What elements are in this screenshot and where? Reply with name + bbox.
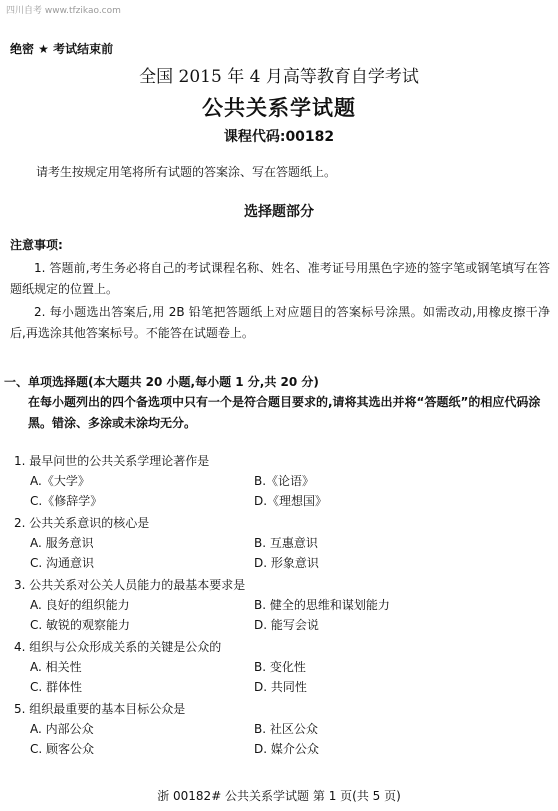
question-stem: 4. 组织与公众形成关系的关键是公众的	[14, 640, 222, 654]
question-stem: 3. 公共关系对公关人员能力的最基本要求是	[14, 578, 246, 592]
option-c: C. 群体性	[30, 680, 83, 694]
question-stem: 5. 组织最重要的基本目标公众是	[14, 702, 186, 716]
option-d: D. 形象意识	[254, 556, 319, 570]
question-stem: 2. 公共关系意识的核心是	[14, 516, 150, 530]
option-a: A. 服务意识	[30, 536, 94, 550]
note-item: 1. 答题前,考生务必将自己的考试课程名称、姓名、准考证号用黑色字迹的签字笔或钢笔填写在答题纸规定的位置上。	[10, 261, 550, 296]
answer-instruction: 请考生按规定用笔将所有试题的答案涂、写在答题纸上。	[36, 165, 337, 179]
option-row	[14, 677, 554, 697]
option-b: B. 健全的思维和谋划能力	[254, 598, 390, 612]
question-1	[14, 451, 554, 511]
option-b: B.《论语》	[254, 474, 315, 488]
option-a: A. 良好的组织能力	[30, 598, 130, 612]
option-row	[14, 471, 554, 491]
option-c: C. 顾客公众	[30, 742, 95, 756]
option-a: A.《大学》	[30, 474, 90, 488]
option-a: A. 内部公众	[30, 722, 94, 736]
question-2	[14, 513, 554, 573]
option-c: C. 沟通意识	[30, 556, 95, 570]
option-d: D. 媒介公众	[254, 742, 319, 756]
option-row	[14, 739, 554, 759]
notes-heading: 注意事项:	[10, 238, 63, 252]
part-heading: 一、单项选择题(本大题共 20 小题,每小题 1 分,共 20 分)	[4, 375, 319, 389]
page-footer: 浙 00182# 公共关系学试题 第 1 页(共 5 页)	[157, 789, 401, 803]
option-d: D.《理想国》	[254, 494, 328, 508]
question-4	[14, 637, 554, 697]
question-5	[14, 699, 554, 759]
option-row	[14, 533, 554, 553]
section-title: 选择题部分	[244, 204, 314, 220]
option-row	[14, 491, 554, 511]
option-b: B. 社区公众	[254, 722, 318, 736]
course-code: 课程代码:00182	[223, 129, 335, 145]
option-row	[14, 553, 554, 573]
option-d: D. 能写会说	[254, 618, 319, 632]
option-row	[14, 595, 554, 615]
option-row	[14, 657, 554, 677]
exam-title: 全国 2015 年 4 月高等教育自学考试	[139, 67, 419, 87]
paper-title: 公共关系学试题	[202, 96, 356, 120]
option-d: D. 共同性	[254, 680, 307, 694]
option-row	[14, 719, 554, 739]
option-b: B. 互惠意识	[254, 536, 318, 550]
confidential-label: 绝密 ★ 考试结束前	[10, 42, 114, 56]
option-c: C.《修辞学》	[30, 494, 103, 508]
watermark: 四川自考 www.tfzikao.com	[6, 6, 121, 16]
part-description: 在每小题列出的四个备选项中只有一个是符合题目要求的,请将其选出并将“答题纸”的相应代码涂黑。错涂、多涂或未涂均无分。	[28, 395, 541, 430]
option-c: C. 敏锐的观察能力	[30, 618, 131, 632]
option-a: A. 相关性	[30, 660, 82, 674]
question-3	[14, 575, 554, 635]
option-b: B. 变化性	[254, 660, 306, 674]
note-item: 2. 每小题选出答案后,用 2B 铅笔把答题纸上对应题目的答案标号涂黑。如需改动,用橡皮擦干净后,再选涂其他答案标号。不能答在试题卷上。	[10, 305, 550, 340]
option-row	[14, 615, 554, 635]
question-stem: 1. 最早问世的公共关系学理论著作是	[14, 454, 210, 468]
